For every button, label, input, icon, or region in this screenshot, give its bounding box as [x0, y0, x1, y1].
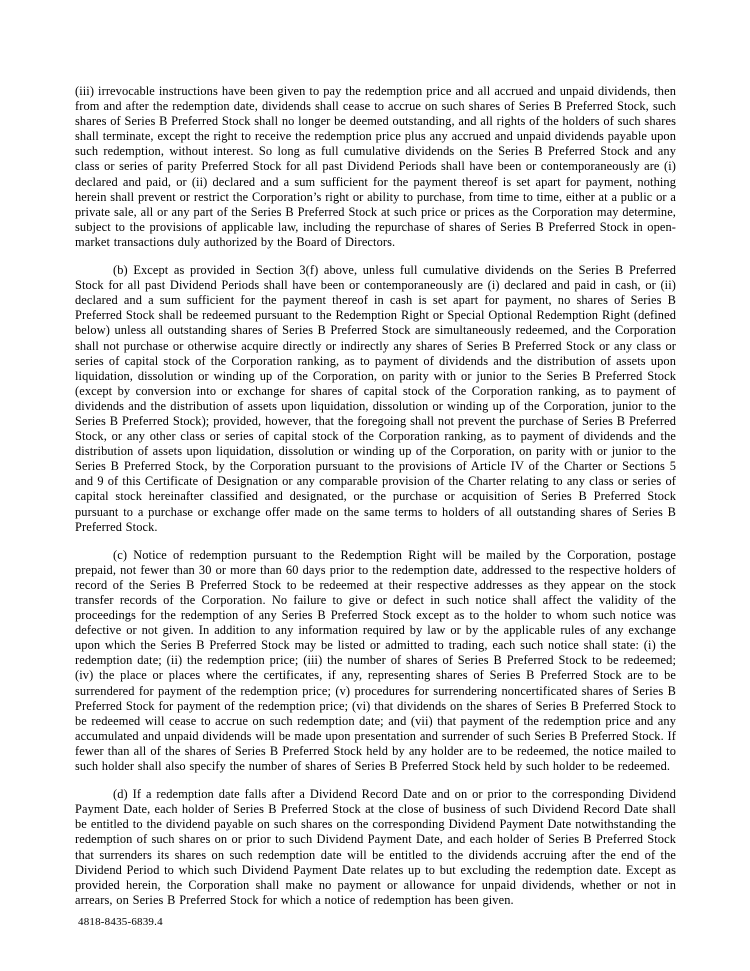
document-control-number: 4818-8435-6839.4	[78, 916, 163, 928]
document-body	[75, 84, 676, 921]
paragraph-subsection-b: (b) Except as provided in Section 3(f) above, unless full cumulative dividends on the Series B Preferred Stock for all past Dividend Periods shall have been or contemporaneously are (i) declared and paid in cash, or (ii) declared and a sum sufficient for the payment thereof in cash is set apart for payment, no shares of Series B Preferred Stock shall be redeemed pursuant to the Redemption Right or Special Optional Redemption Right (defined below) unless all outstanding shares of Series B Preferred Stock are simultaneously redeemed, and the Corporation shall not purchase or otherwise acquire directly or indirectly any shares of Series B Preferred Stock or any class or series of capital stock of the Corporation ranking, as to payment of dividends and the distribution of assets upon liquidation, dissolution or winding up of the Corporation, on parity with or junior to the Series B Preferred Stock (except by conversion into or exchange for shares of capital stock of the Corporation ranking, as to payment of dividends and the distribution of assets upon liquidation, dissolution or winding up of the Corporation, junior to the Series B Preferred Stock); provided, however, that the foregoing shall not prevent the purchase of Series B Preferred Stock, or any other class or series of capital stock of the Corporation ranking, as to payment of dividends and the distribution of assets upon liquidation, dissolution or winding up of the Corporation, on parity with or junior to the Series B Preferred Stock, by the Corporation pursuant to the provisions of Article IV of the Charter or Sections 5 and 9 of this Certificate of Designation or any comparable provision of the Charter relating to any class or series of capital stock hereinafter classified and designated, or the purchase or acquisition of Series B Preferred Stock pursuant to a purchase or exchange offer made on the same terms to holders of all outstanding shares of Series B Preferred Stock.	[75, 263, 676, 534]
paragraph-subsection-c: (c) Notice of redemption pursuant to the Redemption Right will be mailed by the Corporation, postage prepaid, not fewer than 30 or more than 60 days prior to the redemption date, addressed to the respective holders of record of the Series B Preferred Stock to be redeemed at their respective addresses as they appear on the stock transfer records of the Corporation. No failure to give or defect in such notice shall affect the validity of the proceedings for the redemption of any Series B Preferred Stock except as to the holder to whom such notice was defective or not given. In addition to any information required by law or by the applicable rules of any exchange upon which the Series B Preferred Stock may be listed or admitted to trading, each such notice shall state: (i) the redemption date; (ii) the redemption price; (iii) the number of shares of Series B Preferred Stock to be redeemed; (iv) the place or places where the certificates, if any, representing shares of Series B Preferred Stock are to be surrendered for payment of the redemption price; (v) procedures for surrendering noncertificated shares of Series B Preferred Stock for payment of the redemption price; (vi) that dividends on the shares of Series B Preferred Stock to be redeemed will cease to accrue on such redemption date; and (vii) that payment of the redemption price and any accumulated and unpaid dividends will be made upon presentation and surrender of such Series B Preferred Stock. If fewer than all of the shares of Series B Preferred Stock held by any holder are to be redeemed, the notice mailed to such holder shall also specify the number of shares of Series B Preferred Stock held by such holder to be redeemed.	[75, 547, 676, 774]
paragraph-continuation-iii: (iii) irrevocable instructions have been given to pay the redemption price and all accrued and unpaid dividends, then from and after the redemption date, dividends shall cease to accrue on such shares of Series B Preferred Stock, such shares of Series B Preferred Stock shall no longer be deemed outstanding, and all rights of the holders of such shares shall terminate, except the right to receive the redemption price plus any accrued and unpaid dividends payable upon such redemption, without interest. So long as full cumulative dividends on the Series B Preferred Stock and any class or series of parity Preferred Stock for all past Dividend Periods shall have been or contemporaneously are (i) declared and paid, or (ii) declared and a sum sufficient for the payment thereof is set apart for payment, nothing herein shall prevent or restrict the Corporation’s right or ability to purchase, from time to time, either at a public or a private sale, all or any part of the Series B Preferred Stock at such price or prices as the Corporation may determine, subject to the provisions of applicable law, including the repurchase of shares of Series B Preferred Stock in open-market transactions duly authorized by the Board of Directors.	[75, 84, 676, 249]
paragraph-subsection-d: (d) If a redemption date falls after a Dividend Record Date and on or prior to the corresponding Dividend Payment Date, each holder of Series B Preferred Stock at the close of business of such Dividend Record Date shall be entitled to the dividend payable on such shares on the corresponding Dividend Payment Date notwithstanding the redemption of such shares on or prior to such Dividend Payment Date, and each holder of Series B Preferred Stock that surrenders its shares on such redemption date will be entitled to the dividends accruing after the end of the Dividend Period to which such Dividend Payment Date relates up to but excluding the redemption date. Except as provided herein, the Corporation shall make no payment or allowance for unpaid dividends, whether or not in arrears, on Series B Preferred Stock for which a notice of redemption has been given.	[75, 787, 676, 907]
